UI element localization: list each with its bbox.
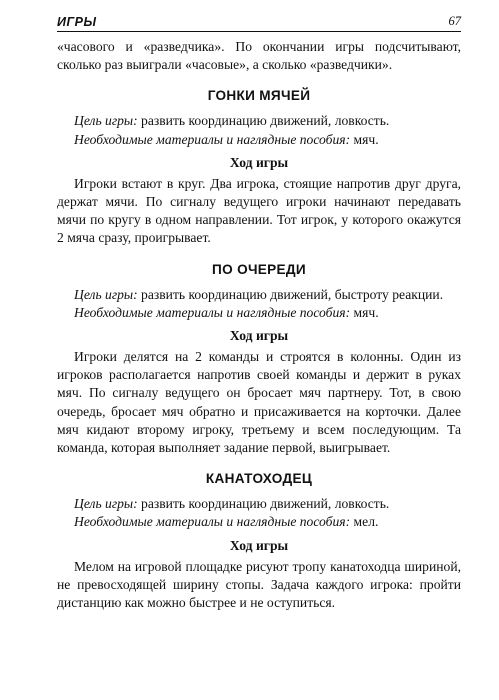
course-heading: Ход игры [229,537,289,553]
game-section-2 [57,262,461,458]
game-materials [57,304,461,322]
course-heading: Ход игры [229,154,289,170]
game-title: ПО ОЧЕРЕДИ [212,261,306,277]
game-title: ГОНКИ МЯЧЕЙ [207,88,311,104]
game-goal [57,495,461,513]
course-text: Мелом на игровой площадке рисуют тропу канатоходца шириной, не превосходящей ширину стопы. Задача каждого игрока: пройти дистанцию как можно быстрее и не оступиться. [57,558,461,611]
game-goal [57,112,461,130]
goal-text: развить координацию движений, ловкость. [137,113,390,129]
running-head-title: ИГРЫ [57,15,97,29]
goal-text: развить координацию движений, быстроту реакции. [137,286,444,302]
materials-text: мяч. [350,131,379,147]
materials-label: Необходимые материалы и наглядные пособия: [74,304,351,320]
materials-text: мяч. [350,304,379,320]
game-section-3 [57,471,461,612]
game-title: КАНАТОХОДЕЦ [205,471,313,487]
course-text: Игроки встают в круг. Два игрока, стоящие напротив друг друга, держат мячи. По сигналу ведущего игроки начинают передавать мячи по кругу в одном направлении. Тот игрок, у которого окажутся 2 мяча сразу, проигрывает. [57,175,461,246]
course-text: Игроки делятся на 2 команды и строятся в колонны. Один из игроков располагается напротив своей команды и держит в руках мяч. По сигналу ведущего он бросает мяч партнеру. Тот, в свою очередь, бросает мяч обратно и присаживается на корточки. Далее мяч кидают второму игроку, третьему и всем последующим. Та команда, которая выполняет задание первой, выигрывает. [57,349,461,456]
course-heading: Ход игры [229,328,289,344]
running-head [57,14,461,32]
goal-label: Цель игры: [74,496,138,512]
game-goal [57,286,461,304]
goal-label: Цель игры: [74,113,138,129]
materials-text: мел. [350,514,379,530]
materials-label: Необходимые материалы и наглядные пособия: [74,131,351,147]
intro-paragraph: «часового и «разведчика». По окончании игры подсчитывают, сколько раз выиграли «часовые», а сколько «разведчики». [57,39,461,73]
page-number: 67 [448,14,461,28]
game-section-1 [57,88,461,247]
goal-text: развить координацию движений, ловкость. [137,496,390,512]
game-materials [57,131,461,149]
goal-label: Цель игры: [74,286,138,302]
game-materials [57,513,461,531]
materials-label: Необходимые материалы и наглядные пособия: [74,514,351,530]
